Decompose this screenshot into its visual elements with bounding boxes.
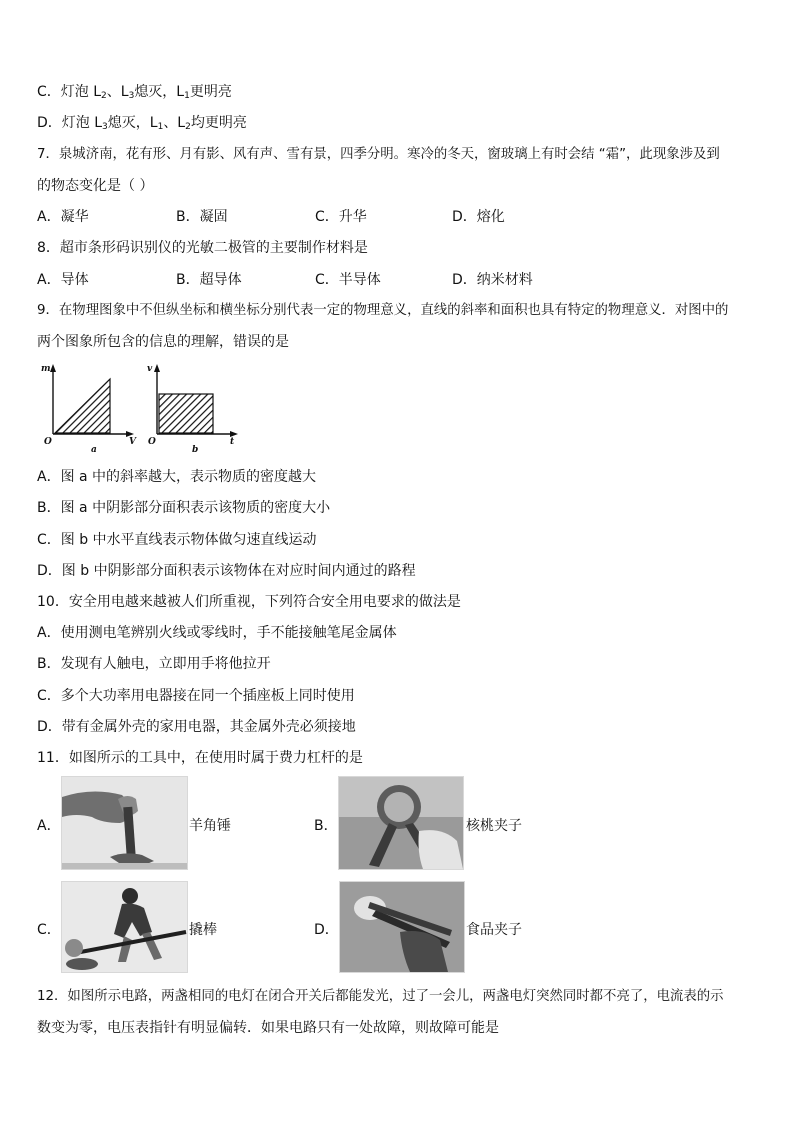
q9-option-c: C．图 b 中水平直线表示物体做匀速直线运动 [37,532,317,548]
graph-a-x-label: V [129,437,136,447]
q6-option-c-mid2: 熄灭，L [134,84,185,100]
q11-option-d-label: 食品夹子 [466,922,522,938]
graph-a-origin: O [44,437,52,447]
graph-b-origin: O [148,437,156,447]
q10-option-b: B．发现有人触电，立即用手将他拉开 [37,656,271,672]
q10-stem: 10．安全用电越来越被人们所重视，下列符合安全用电要求的做法是 [37,594,461,610]
q9-option-d: D．图 b 中阴影部分面积表示该物体在对应时间内通过的路程 [37,563,416,579]
q11-stem: 11．如图所示的工具中，在使用时属于费力杠杆的是 [37,750,363,766]
q10-option-d: D．带有金属外壳的家用电器，其金属外壳必须接地 [37,719,356,735]
q8-option-a: A．导体 [37,272,89,288]
q6-option-d-sub2: 1 [157,122,164,132]
q6-option-d [37,114,247,136]
q8-option-c: C．半导体 [315,272,381,288]
q6-option-d-mid2: 、L [163,115,186,131]
q11-option-c-letter: C． [37,922,61,938]
graph-a-caption: a [91,445,97,455]
q6-option-d-sub3: 2 [185,122,191,132]
q11-option-b-photo [338,776,464,870]
q6-option-c-sub1: 2 [101,91,107,101]
q8-option-b: B．超导体 [176,272,242,288]
q6-option-d-prefix: D．灯泡 L [37,115,103,131]
q9-option-b: B．图 a 中阴影部分面积表示该物质的密度大小 [37,500,331,516]
q7-stem-line1: 7．泉城济南，花有形、月有影、风有声、雪有景，四季分明。寒冷的冬天，窗玻璃上有时会结 “霜”，此现象涉及到 [37,147,720,162]
graph-b-caption: b [192,445,199,455]
q6-option-c-sub3: 1 [184,91,190,101]
graph-b-shaded-area [159,394,213,433]
q6-option-d-sub1: 3 [102,122,108,132]
graph-a-y-label: m [41,364,51,374]
q7-option-a: A．凝华 [37,209,89,225]
q6-option-c-suffix: 更明亮 [189,84,232,100]
q9-option-a: A．图 a 中的斜率越大，表示物质的密度越大 [37,469,317,485]
q6-option-c-sub2: 3 [128,91,135,101]
q7-option-d: D．熔化 [452,209,505,225]
q8-stem: 8．超市条形码识别仪的光敏二极管的主要制作材料是 [37,240,368,256]
q11-option-a-photo [61,776,188,870]
q6-option-d-suffix: 均更明亮 [190,115,247,131]
q9-graph-a [41,364,137,455]
q7-option-b: B．凝固 [176,209,228,225]
q11-option-d-letter: D． [314,922,339,938]
q10-option-c: C．多个大功率用电器接在同一个插座板上同时使用 [37,688,355,704]
q9-graphs [36,360,246,456]
q12-stem-line1: 12．如图所示电路，两盏相同的电灯在闭合开关后都能发光，过了一会儿，两盏电灯突然同时都不亮了，电流表的示 [37,989,724,1004]
q11-option-b-letter: B． [314,818,338,834]
hammer-photo-icon [62,777,187,869]
q8-option-d: D．纳米材料 [452,272,533,288]
q11-option-a-letter: A． [37,818,61,834]
graph-a-shaded-area [55,379,110,433]
q10-option-a: A．使用测电笔辨别火线或零线时，手不能接触笔尾金属体 [37,625,397,641]
tongs-photo-icon [340,882,464,972]
q9-stem-line1: 9．在物理图象中不但纵坐标和横坐标分别代表一定的物理意义，直线的斜率和面积也具有特定的物理意义．对图中的 [37,303,729,318]
q6-option-d-mid: 熄灭，L [107,115,158,131]
graph-a-y-arrow-icon [50,364,56,372]
q6-option-c-prefix: C．灯泡 L [37,84,102,100]
q11-option-c-photo [61,881,188,973]
q9-graph-b [147,364,238,455]
q9-stem-line2: 两个图象所包含的信息的理解，错误的是 [37,334,289,350]
graph-b-y-arrow-icon [154,364,160,372]
q7-stem-line2: 的物态变化是（ ） [37,178,154,194]
graph-b-x-label: t [230,437,235,447]
q12-stem-line2: 数变为零，电压表指针有明显偏转．如果电路只有一处故障，则故障可能是 [37,1020,499,1036]
q11-option-b-label: 核桃夹子 [466,818,522,834]
graph-b-y-label: v [147,364,153,374]
crowbar-photo-icon [62,882,187,972]
q6-option-c-mid: 、L [106,84,129,100]
q6-option-c [37,83,232,105]
q11-option-a-label: 羊角锤 [189,818,231,834]
q11-option-d-photo [339,881,465,973]
q7-option-c: C．升华 [315,209,367,225]
q11-option-c-label: 撬棒 [189,922,217,938]
nutcracker-photo-icon [339,777,463,869]
